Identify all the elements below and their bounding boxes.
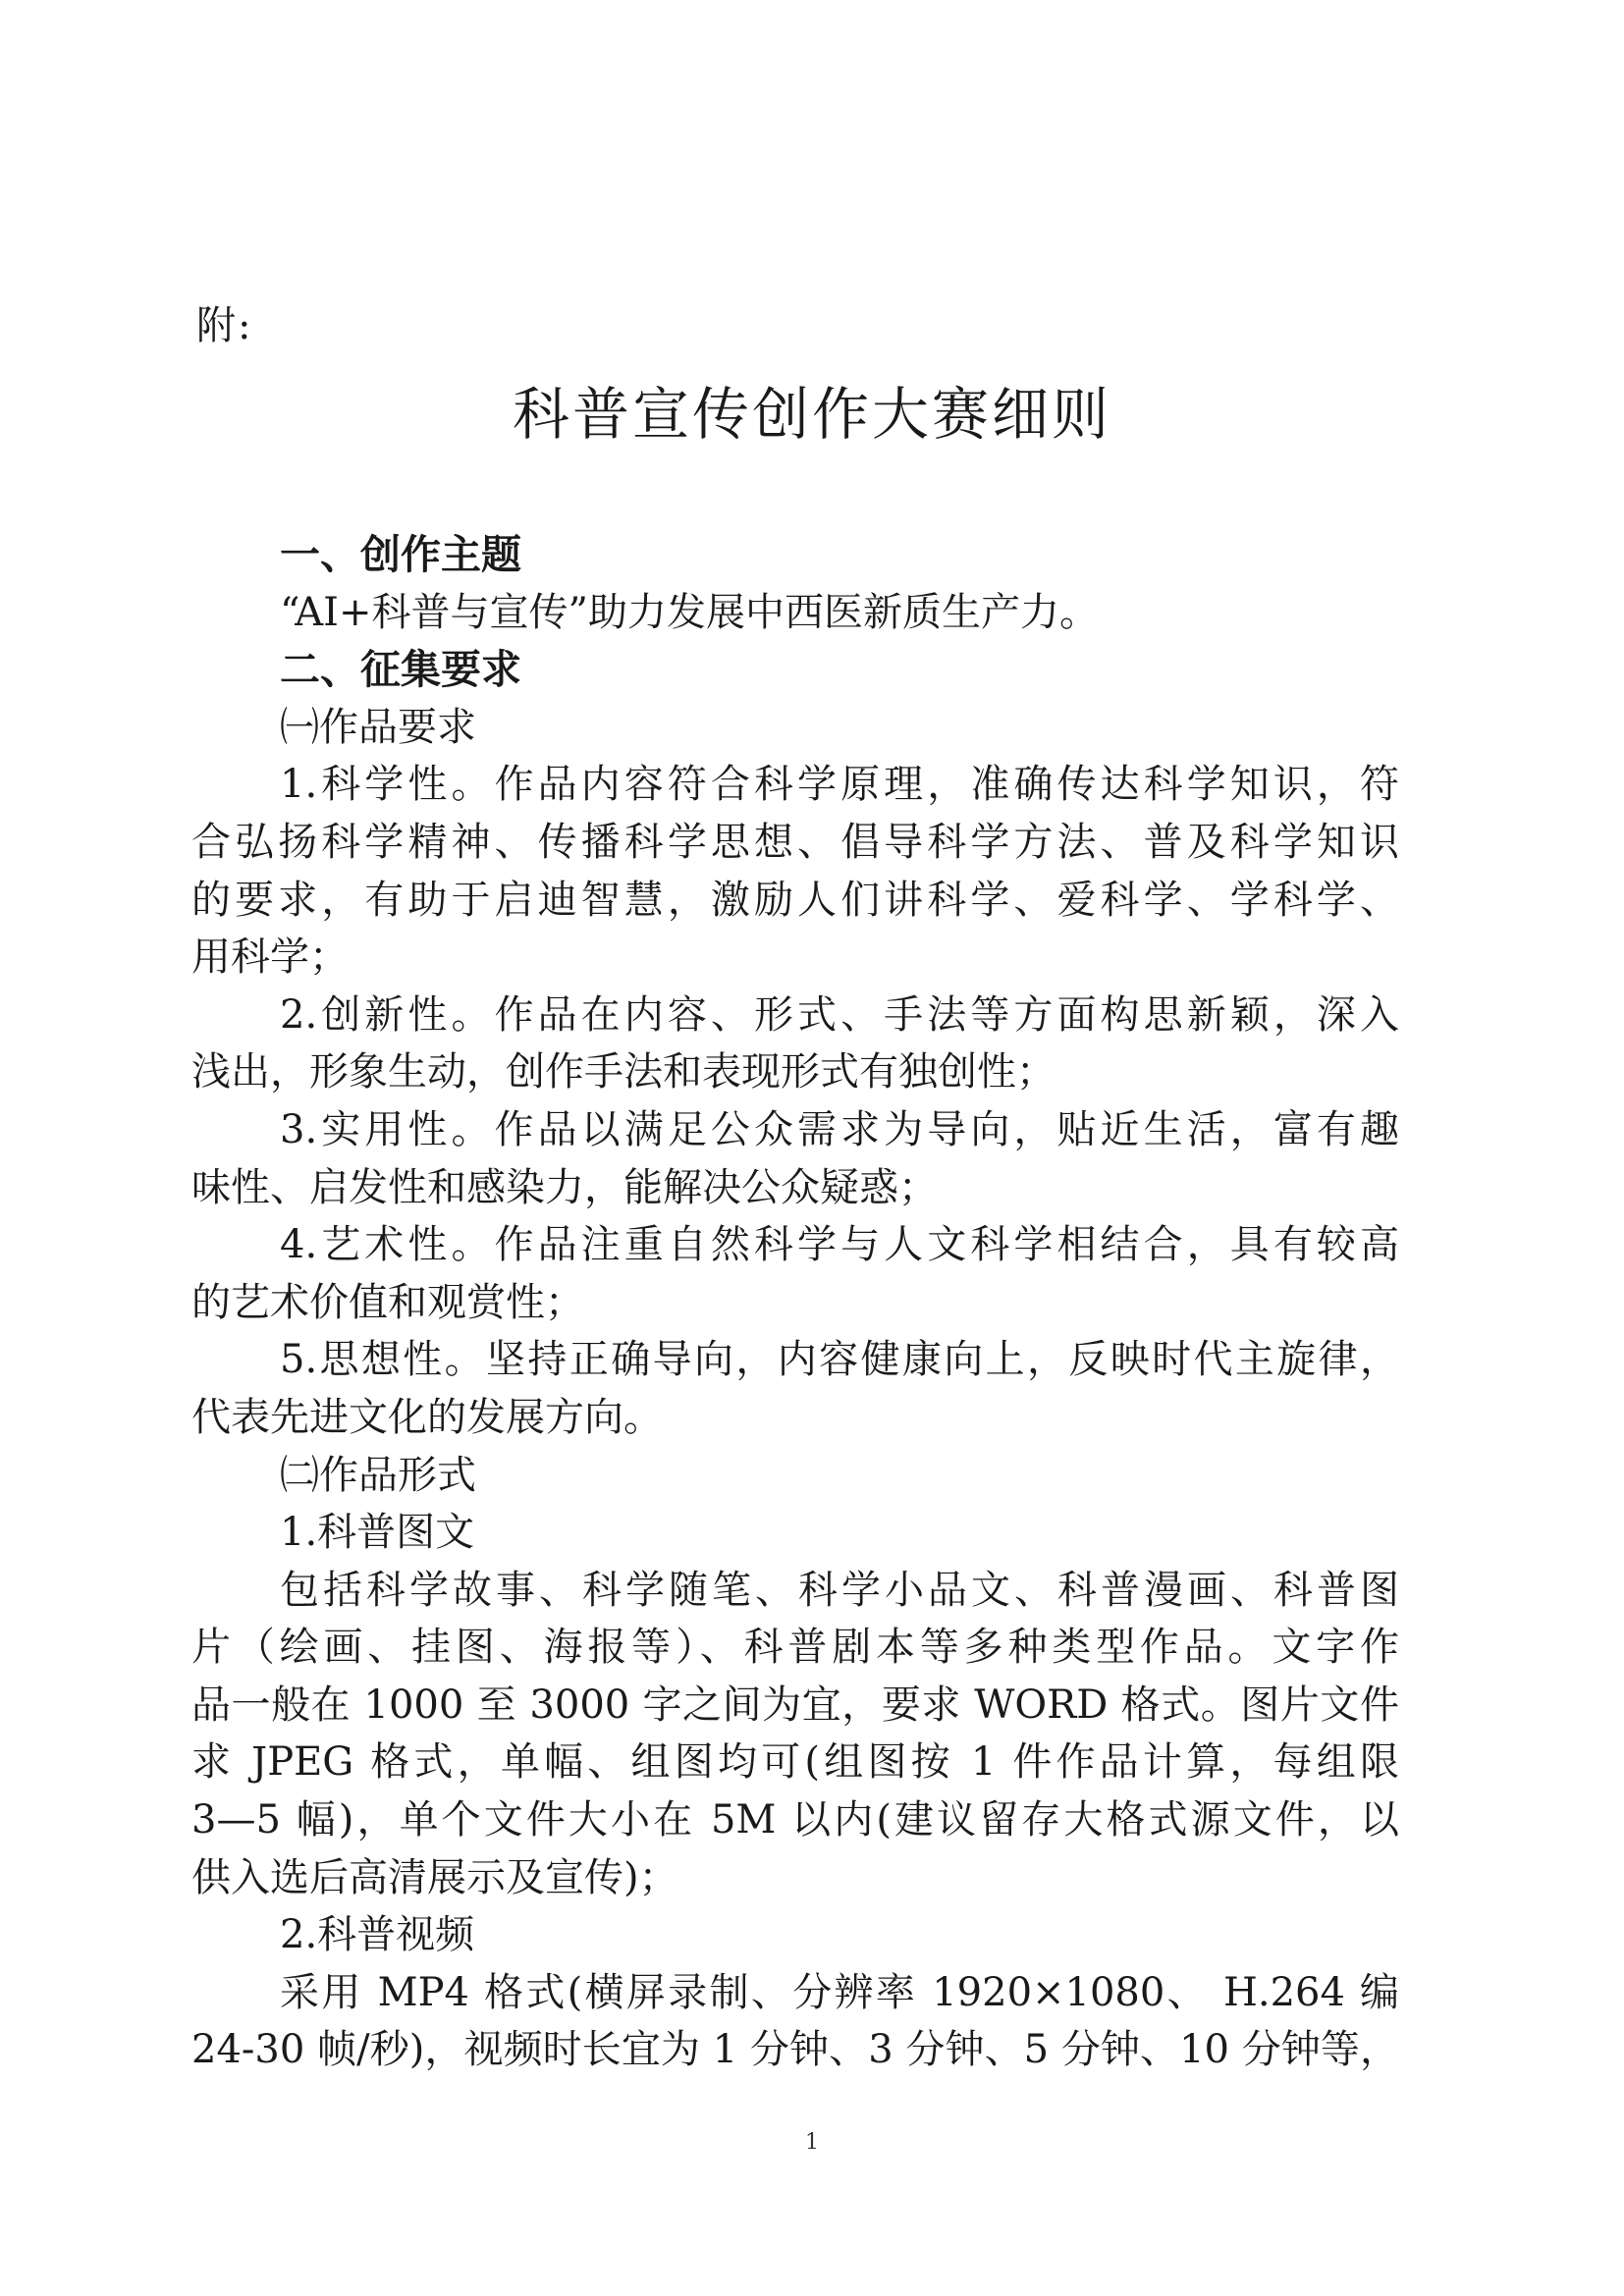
paragraph-line: 的要求，有助于启迪智慧，激励人们讲科学、爱科学、学科学、 <box>191 877 1399 923</box>
section-heading: 二、征集要求 <box>280 646 521 694</box>
paragraph-line: 味性、启发性和感染力，能解决公众疑惑； <box>191 1164 938 1210</box>
paragraph-line: 浅出，形象生动，创作手法和表现形式有独创性； <box>191 1049 1056 1095</box>
document-title: 科普宣传创作大赛细则 <box>512 381 1111 448</box>
paragraph-line: 片（绘画、挂图、海报等）、科普剧本等多种类型作品。文字作 <box>191 1625 1399 1671</box>
paragraph-line: 用科学； <box>191 934 349 981</box>
paragraph-line: 3—5 幅)，单个文件大小在 5M 以内(建议留存大格式源文件，以 <box>191 1797 1399 1843</box>
paragraph-line: 3.实用性。作品以满足公众需求为导向，贴近生活，富有趣 <box>280 1106 1399 1152</box>
paragraph-line: ㈠作品要求 <box>280 704 476 750</box>
paragraph-line: 24-30 帧/秒)，视频时长宜为 1 分钟、3 分钟、5 分钟、10 分钟等， <box>191 2027 1399 2073</box>
section-heading: 一、创作主题 <box>280 531 521 578</box>
paragraph-line: 4.艺术性。作品注重自然科学与人文科学相结合，具有较高 <box>280 1222 1399 1268</box>
paragraph-line: 2.创新性。作品在内容、形式、手法等方面构思新颖，深入 <box>280 991 1399 1038</box>
paragraph-line: 1.科普图文 <box>280 1510 475 1556</box>
paragraph-line: 合弘扬科学精神、传播科学思想、倡导科学方法、普及科学知识 <box>191 819 1399 865</box>
paragraph-line: 包括科学故事、科学随笔、科学小品文、科普漫画、科普图 <box>280 1567 1399 1613</box>
document-body <box>191 526 1399 2079</box>
annex-label: 附: <box>196 303 253 348</box>
page-number: 1 <box>805 2130 819 2155</box>
paragraph-line: 代表先进文化的发展方向。 <box>191 1394 663 1440</box>
paragraph-line: 供入选后高清展示及宣传)； <box>191 1854 678 1900</box>
paragraph-line: 求 JPEG 格式，单幅、组图均可(组图按 1 件作品计算，每组限 <box>191 1739 1399 1786</box>
paragraph-line: 5.思想性。坚持正确导向，内容健康向上，反映时代主旋律， <box>280 1337 1399 1383</box>
paragraph-line: 2.科普视频 <box>280 1912 475 1958</box>
paragraph-line: ㈡作品形式 <box>280 1452 476 1498</box>
paragraph-line: “AI+科普与宣传”助力发展中西医新质生产力。 <box>280 589 1099 635</box>
paragraph-line: 采用 MP4 格式(横屏录制、分辨率 1920×1080、 H.264 编 <box>280 1969 1399 2015</box>
paragraph-line: 品一般在 1000 至 3000 字之间为宜，要求 WORD 格式。图片文件 <box>191 1682 1399 1728</box>
paragraph-line: 1.科学性。作品内容符合科学原理，准确传达科学知识，符 <box>280 762 1399 808</box>
paragraph-line: 的艺术价值和观赏性； <box>191 1279 584 1325</box>
